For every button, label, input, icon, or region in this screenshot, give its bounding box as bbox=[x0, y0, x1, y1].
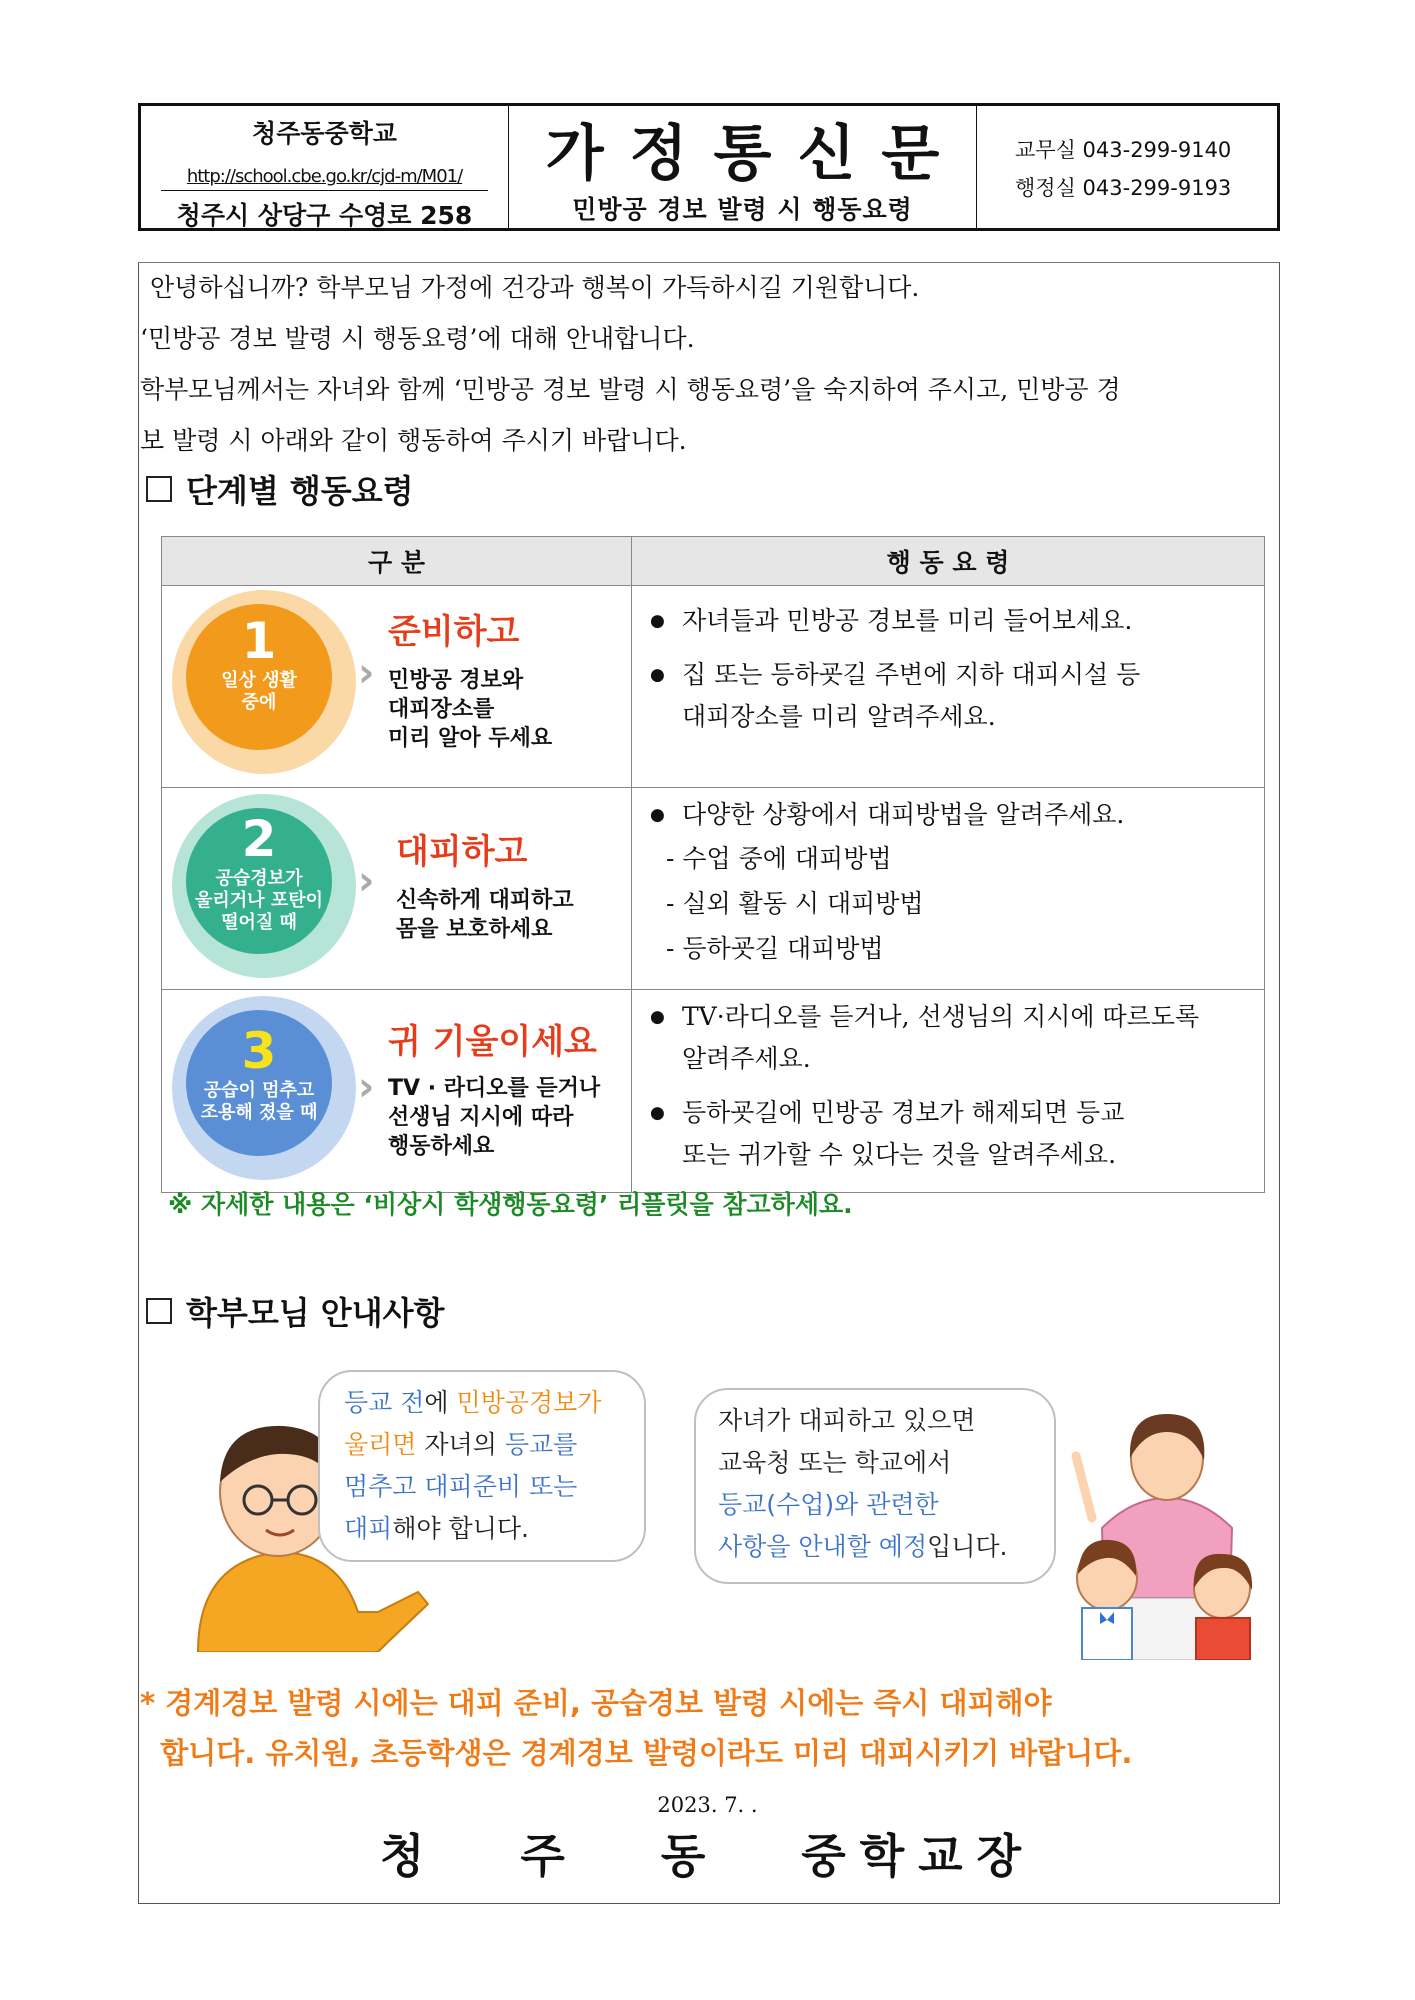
intro-line: 학부모님께서는 자녀와 함께 ‘민방공 경보 발령 시 행동요령’을 숙지하여 주시고, 민방공 경 bbox=[140, 375, 1121, 404]
chevron-right-icon: › bbox=[358, 1064, 375, 1110]
list-item-continuation: 알려주세요. bbox=[682, 1044, 811, 1073]
intro-text bbox=[140, 262, 1280, 466]
column-header-actions: 행 동 요 령 bbox=[632, 537, 1265, 586]
step-graphic-cell bbox=[162, 990, 632, 1193]
table-row bbox=[162, 586, 1265, 788]
step-description-line: 몸을 보호하세요 bbox=[396, 917, 553, 942]
highlight-text: 사항을 안내할 예정 bbox=[718, 1532, 928, 1561]
document-title: 가정통신문 bbox=[545, 119, 966, 189]
intro-line: ‘민방공 경보 발령 시 행동요령’에 대해 안내합니다. bbox=[140, 324, 695, 353]
bubble-text: 교육청 또는 학교에서 bbox=[718, 1448, 952, 1477]
step-description bbox=[396, 886, 574, 944]
step-circle-text: 중에 bbox=[241, 692, 277, 713]
title-cell bbox=[509, 106, 977, 228]
list-item-sub: - 실외 활동 시 대피방법 bbox=[666, 889, 924, 918]
highlight-text: 등교(수업)와 관련한 bbox=[718, 1490, 939, 1519]
step-actions-cell bbox=[632, 788, 1265, 990]
list-item-continuation: 또는 귀가할 수 있다는 것을 알려주세요. bbox=[682, 1140, 1117, 1169]
warning-line: 합니다. 유치원, 초등학생은 경계경보 발령이라도 미리 대피시키기 바랍니다. bbox=[140, 1736, 1133, 1770]
list-item-sub: - 수업 중에 대피방법 bbox=[666, 844, 892, 873]
table-row bbox=[162, 990, 1265, 1193]
step-2-circle bbox=[172, 794, 356, 978]
chevron-right-icon: › bbox=[358, 858, 375, 904]
step-title: 준비하고 bbox=[388, 612, 520, 652]
step-description-line: 신속하게 대피하고 bbox=[396, 888, 574, 913]
step-description-line: 대피장소를 bbox=[388, 697, 495, 722]
signature-char: 동 bbox=[660, 1829, 716, 1883]
speech-bubble-mother bbox=[694, 1388, 1056, 1584]
step-3-circle bbox=[172, 996, 356, 1180]
step-1-circle bbox=[172, 590, 356, 774]
list-item: ● 다양한 상황에서 대피방법을 알려주세요. bbox=[650, 794, 1252, 836]
signature-char: 중학교장 bbox=[801, 1829, 1036, 1883]
mother-children-illustration bbox=[1062, 1398, 1272, 1660]
highlight-text: 대피 bbox=[344, 1514, 393, 1543]
highlight-text: 멈추고 대피준비 또는 bbox=[344, 1472, 578, 1501]
highlight-text: 등교 전 bbox=[344, 1388, 425, 1417]
intro-line: 안녕하십니까? 학부모님 가정에 건강과 행복이 가득하시길 기원합니다. bbox=[150, 273, 920, 302]
divider bbox=[161, 190, 488, 191]
step-description-line: 선생님 지시에 따라 bbox=[388, 1105, 574, 1130]
chevron-right-icon: › bbox=[358, 650, 375, 696]
bubble-text: 해야 합니다. bbox=[392, 1514, 529, 1543]
section-heading-parents bbox=[146, 1288, 444, 1334]
header-table bbox=[138, 103, 1280, 231]
reference-note: ※ 자세한 내용은 ‘비상시 학생행동요령’ 리플릿을 참고하세요. bbox=[168, 1190, 853, 1219]
school-address: 청주시 상당구 수영로 258 bbox=[176, 201, 473, 230]
steps-table bbox=[161, 536, 1265, 1193]
step-circle-text: 공습경보가 bbox=[215, 868, 303, 889]
signature-char: 주 bbox=[520, 1829, 575, 1883]
step-description-line: TV · 라디오를 듣거나 bbox=[388, 1076, 601, 1101]
speech-bubble-father bbox=[318, 1370, 646, 1562]
section-heading-steps bbox=[146, 466, 414, 512]
step-title: 귀 기울이세요 bbox=[388, 1022, 597, 1062]
step-description-line: 미리 알아 두세요 bbox=[388, 726, 553, 751]
highlight-text: 울리면 bbox=[344, 1430, 417, 1459]
checkbox-square-icon bbox=[146, 1298, 172, 1324]
list-item: ● 집 또는 등하굣길 주변에 지하 대피시설 등 bbox=[650, 654, 1252, 696]
highlight-text: 민방공경보가 bbox=[456, 1388, 602, 1417]
step-actions-cell bbox=[632, 990, 1265, 1193]
step-circle-text: 공습이 멈추고 bbox=[203, 1080, 315, 1101]
step-number: 1 bbox=[241, 612, 277, 670]
step-graphic-cell bbox=[162, 586, 632, 788]
list-item-continuation: 대피장소를 미리 알려주세요. bbox=[682, 702, 996, 731]
school-info-cell bbox=[141, 106, 509, 228]
bubble-text: 에 bbox=[424, 1388, 457, 1417]
school-name: 청주동중학교 bbox=[252, 119, 397, 148]
section-title: 학부모님 안내사항 bbox=[186, 1294, 445, 1332]
contact-cell bbox=[977, 106, 1277, 228]
issue-date: 2023. 7. . bbox=[657, 1793, 758, 1817]
step-number: 2 bbox=[241, 810, 277, 868]
section-title: 단계별 행동요령 bbox=[186, 472, 414, 510]
school-url-link[interactable]: http://school.cbe.go.kr/cjd-m/M01/ bbox=[186, 166, 463, 187]
step-actions-cell bbox=[632, 586, 1265, 788]
step-circle-text: 일상 생활 bbox=[221, 670, 297, 691]
signature-char: 청 bbox=[379, 1829, 435, 1883]
step-description bbox=[388, 666, 552, 753]
list-item-sub: - 등하굣길 대피방법 bbox=[666, 934, 884, 963]
list-item: ● 자녀들과 민방공 경보를 미리 들어보세요. bbox=[650, 600, 1252, 642]
list-item: ● 등하굣길에 민방공 경보가 해제되면 등교 bbox=[650, 1092, 1252, 1134]
column-header-category: 구 분 bbox=[162, 537, 632, 586]
bubble-text: 자녀가 대피하고 있으면 bbox=[718, 1406, 976, 1435]
bubble-text: 입니다. bbox=[927, 1532, 1008, 1561]
step-title: 대피하고 bbox=[396, 832, 528, 872]
checkbox-square-icon bbox=[146, 476, 172, 502]
document-subtitle: 민방공 경보 발령 시 행동요령 bbox=[572, 195, 913, 224]
step-description-line: 행동하세요 bbox=[388, 1134, 495, 1159]
step-circle-text: 울리거나 포탄이 bbox=[195, 890, 323, 911]
step-number: 3 bbox=[241, 1022, 277, 1080]
intro-line: 보 발령 시 아래와 같이 행동하여 주시기 바랍니다. bbox=[140, 426, 687, 455]
step-circle-text: 조용해 졌을 때 bbox=[200, 1102, 318, 1123]
step-circle-text: 떨어질 때 bbox=[221, 912, 297, 933]
table-row bbox=[162, 788, 1265, 990]
list-item: ● TV·라디오를 듣거나, 선생님의 지시에 따르도록 bbox=[650, 996, 1252, 1038]
warning-line: * 경계경보 발령 시에는 대피 준비, 공습경보 발령 시에는 즉시 대피해야 bbox=[140, 1686, 1052, 1720]
principal-signature bbox=[0, 1820, 1415, 1886]
phone-teachers-office: 교무실 043-299-9140 bbox=[1015, 138, 1232, 162]
step-description-line: 민방공 경보와 bbox=[388, 668, 524, 693]
phone-admin-office: 행정실 043-299-9193 bbox=[1015, 176, 1232, 200]
highlight-text: 등교를 bbox=[504, 1430, 578, 1459]
warning-notice bbox=[140, 1678, 1132, 1778]
step-description bbox=[388, 1074, 600, 1161]
bubble-text: 자녀의 bbox=[416, 1430, 505, 1459]
step-graphic-cell bbox=[162, 788, 632, 990]
